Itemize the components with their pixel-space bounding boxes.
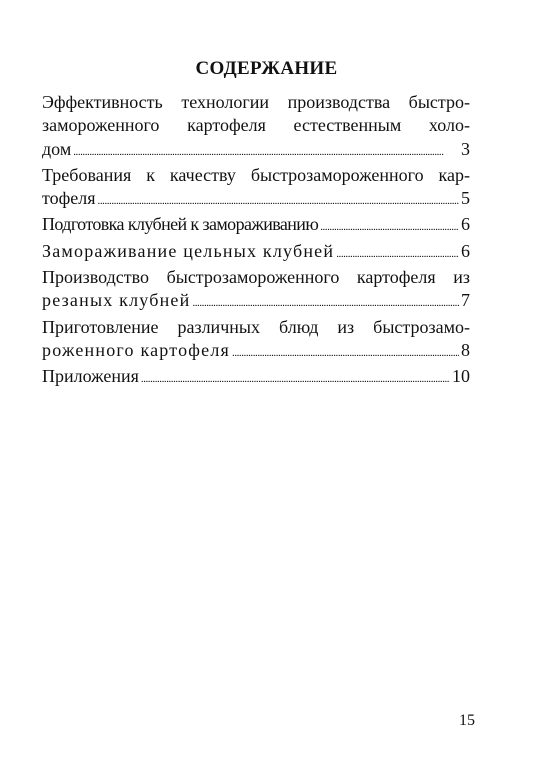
toc-entry xyxy=(42,91,470,164)
toc-entry-last-line xyxy=(42,138,470,164)
toc-entry-last-line xyxy=(42,187,470,213)
toc-entry-text: резаных клубней xyxy=(42,290,191,311)
toc-entry xyxy=(42,240,470,266)
toc-entry xyxy=(42,365,470,391)
toc-entry-page: 6 xyxy=(461,240,470,261)
toc-entry xyxy=(42,316,470,366)
toc-entry xyxy=(42,266,470,316)
toc-entry-page: 3 xyxy=(461,138,470,159)
toc-entry-line: Требования к качеству быстрозамороженного кар- xyxy=(42,164,470,185)
toc-entry-line: Производство быстрозамороженного картофеля из xyxy=(42,267,470,288)
dot-leader xyxy=(192,289,459,315)
toc-entry-text: дом xyxy=(42,138,72,159)
toc-entry-text: тофеля xyxy=(42,188,96,209)
dot-leader xyxy=(232,339,459,365)
toc-entry xyxy=(42,164,470,214)
toc-entry-line: замороженного картофеля естественным холо- xyxy=(42,115,470,136)
toc-entry-page: 6 xyxy=(461,214,470,235)
toc-entry-page: 5 xyxy=(461,188,470,209)
toc-entry-page: 7 xyxy=(461,290,470,311)
dot-leader xyxy=(141,365,450,391)
toc-entry-last-line xyxy=(42,240,470,266)
toc-entry-text: Замораживание цельных клубней xyxy=(42,240,335,261)
toc-entry-page: 8 xyxy=(461,339,470,360)
page-number: 15 xyxy=(459,712,475,729)
toc-entry-line: Приготовление различных блюд из быстрозамо- xyxy=(42,316,470,337)
toc-entry-last-line xyxy=(42,339,470,365)
toc-entry-text: роженного картофеля xyxy=(42,339,231,360)
toc-entry-page: 10 xyxy=(452,366,470,387)
toc-entry-text: Подготовка клубней к замораживанию xyxy=(42,214,319,235)
toc-entry-text: Приложения xyxy=(42,366,139,387)
dot-leader xyxy=(98,187,459,213)
toc-entry xyxy=(42,213,470,239)
toc-entry-last-line xyxy=(42,289,470,315)
table-of-contents xyxy=(42,91,470,392)
dot-leader xyxy=(336,240,459,266)
dot-leader xyxy=(73,138,459,164)
toc-entry-last-line xyxy=(42,365,470,391)
dot-leader xyxy=(320,213,459,239)
page-title: СОДЕРЖАНИЕ xyxy=(195,58,338,79)
toc-entry-line: Эффективность технологии производства быстро- xyxy=(42,92,470,112)
toc-entry-last-line xyxy=(42,213,470,239)
